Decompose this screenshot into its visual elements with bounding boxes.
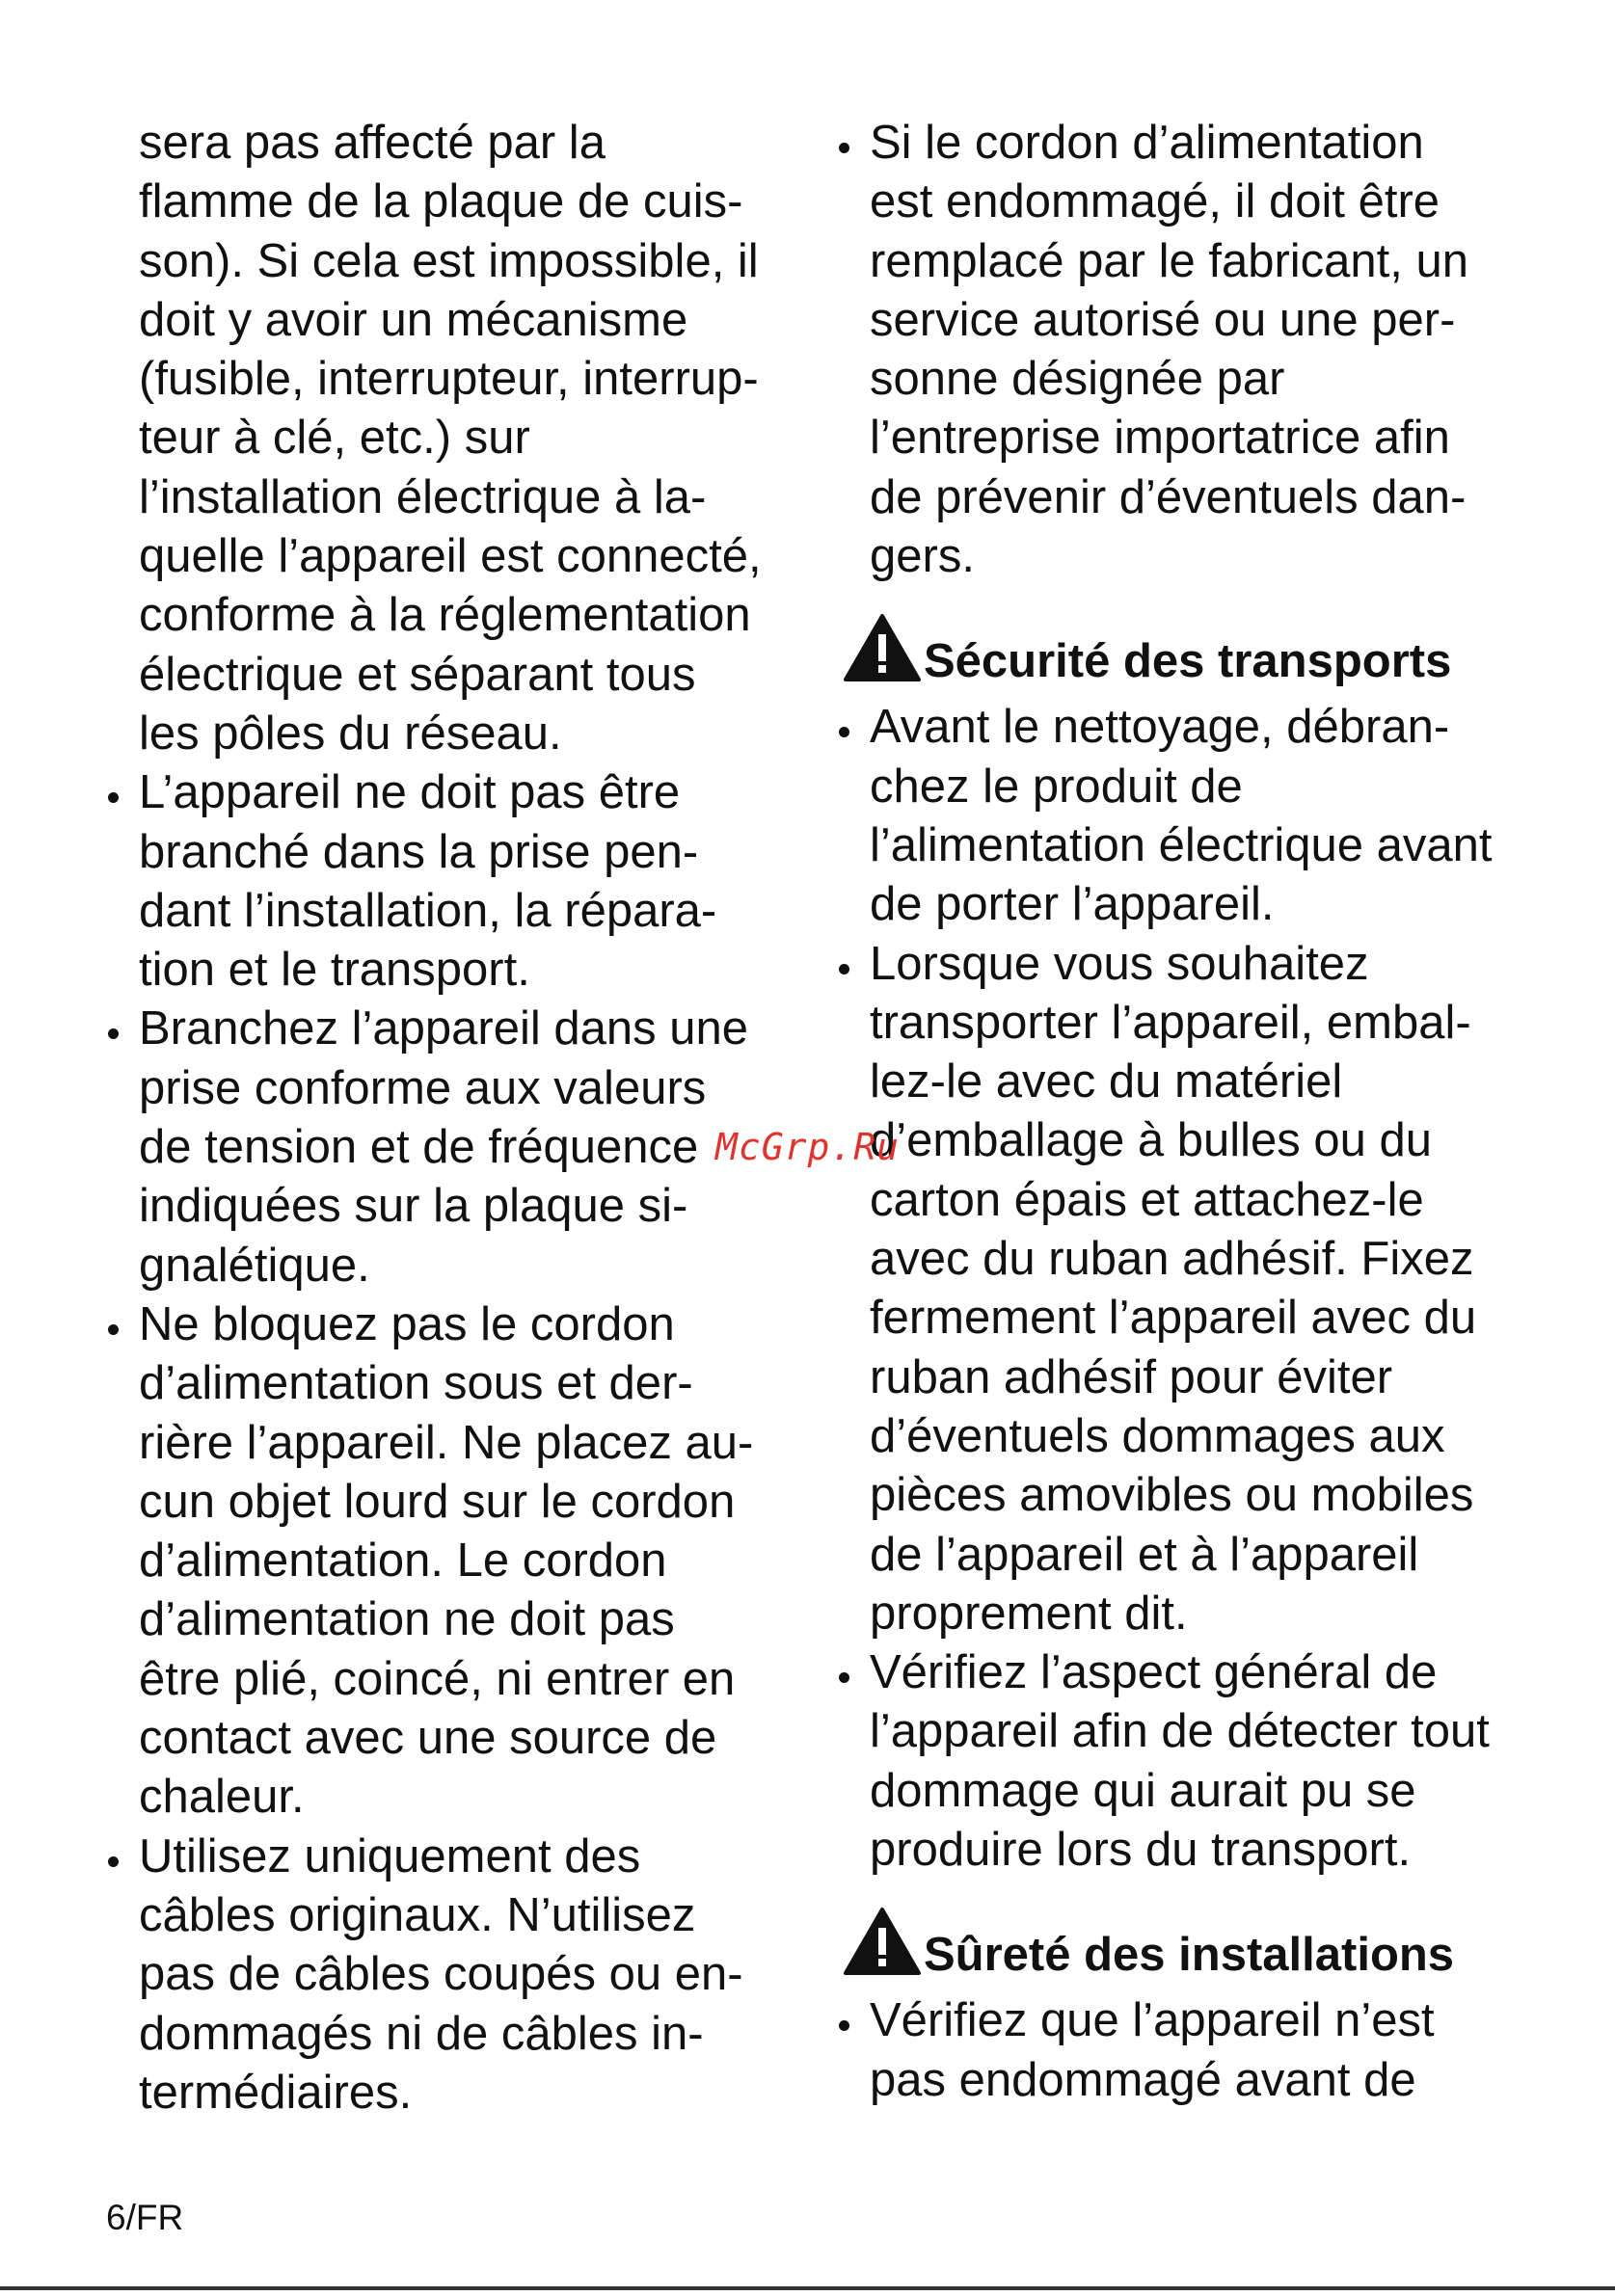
page-number: 6/FR (106, 2198, 184, 2237)
text-line: ruban adhésif pour éviter (870, 1350, 1393, 1403)
installation-section (837, 1991, 1531, 2110)
bullet-line: Vérifiez que l’appareil n’est (837, 1991, 1531, 2050)
text-line: prise conforme aux valeurs (139, 1061, 707, 1114)
warning-triangle-icon (843, 613, 922, 682)
text-line: (fusible, interrupteur, interrup- (139, 353, 759, 406)
text-line: d’emballage à bulles ou du (870, 1114, 1432, 1167)
text-line: gers. (870, 530, 975, 583)
bullet-line: L’appareil ne doit pas être (106, 763, 800, 822)
text-line: d’alimentation sous et der- (139, 1357, 693, 1410)
bullet-line: Si le cordon d’alimentation (837, 114, 1531, 173)
text-line: l’installation électrique à la- (139, 470, 707, 523)
right-column (837, 114, 1531, 2110)
text-line: fermement l’appareil avec du (870, 1292, 1477, 1345)
bullet-line: Ne bloquez pas le cordon (106, 1295, 800, 1354)
text-line: termédiaires. (139, 2066, 413, 2119)
text-line: teur à clé, etc.) sur (139, 412, 530, 465)
bullet-line: Vérifiez l’aspect général de (837, 1643, 1531, 1702)
bullet-line: Lorsque vous souhaitez (837, 935, 1531, 994)
text-line: dommage qui aurait pu se (870, 1764, 1416, 1817)
power-cord-section (837, 114, 1531, 586)
text-line: d’alimentation ne doit pas (139, 1593, 675, 1646)
text-line: de prévenir d’éventuels dan- (870, 470, 1467, 523)
text-line: conforme à la réglementation (139, 589, 751, 642)
text-line: doit y avoir un mécanisme (139, 293, 688, 346)
text-line: transporter l’appareil, embal- (870, 996, 1471, 1049)
text-line: cun objet lourd sur le cordon (139, 1475, 736, 1528)
text-line: les pôles du réseau. (139, 707, 562, 760)
text-line: câbles originaux. N’utilisez (139, 1888, 696, 1941)
text-line: pas de câbles coupés ou en- (139, 1948, 743, 2001)
text-line: chaleur. (139, 1771, 305, 1824)
text-line: gnalétique. (139, 1239, 370, 1292)
text-line: flamme de la plaque de cuis- (139, 175, 743, 228)
text-line: de tension et de fréquence (139, 1121, 699, 1174)
installation-safety-heading (837, 1907, 1531, 1984)
bullet-line: Utilisez uniquement des (106, 1828, 800, 1886)
installation-heading-text: Sûreté des installations (924, 1929, 1455, 1982)
text-line: d’éventuels dommages aux (870, 1409, 1445, 1462)
text-line: rière l’appareil. Ne placez au- (139, 1416, 754, 1469)
text-line: chez le produit de (870, 760, 1243, 813)
text-line: branché dans la prise pen- (139, 825, 699, 878)
text-line: de l’appareil et à l’appareil (870, 1528, 1419, 1581)
text-line: service autorisé ou une per- (870, 293, 1456, 346)
text-line: l’entreprise importatrice afin (870, 412, 1450, 465)
text-line: pas endommagé avant de (870, 2053, 1416, 2106)
warning-triangle-icon (843, 1907, 922, 1976)
bullet-line: Avant le nettoyage, débran- (837, 698, 1531, 757)
text-line: contact avec une source de (139, 1712, 717, 1765)
watermark: McGrp.Ru (715, 1126, 901, 1168)
left-column (106, 114, 800, 2122)
transport-heading-text: Sécurité des transports (924, 635, 1452, 688)
text-line: indiquées sur la plaque si- (139, 1180, 688, 1233)
text-line: l’alimentation électrique avant (870, 818, 1493, 871)
text-line: remplacé par le fabricant, un (870, 234, 1468, 287)
text-line: l’appareil afin de détecter tout (870, 1705, 1490, 1758)
text-line: quelle l’appareil est connecté, (139, 530, 762, 583)
transport-safety-heading (837, 613, 1531, 690)
text-line: d’alimentation. Le cordon (139, 1535, 667, 1588)
text-line: dommagés ni de câbles in- (139, 2007, 704, 2060)
text-line: son). Si cela est impossible, il (139, 234, 759, 287)
bullet-line: Branchez l’appareil dans une (106, 1000, 800, 1058)
text-line: électrique et séparant tous (139, 648, 696, 701)
text-line: proprement dit. (870, 1587, 1188, 1640)
text-line: lez-le avec du matériel (870, 1055, 1343, 1108)
text-line: dant l’installation, la répara- (139, 884, 717, 937)
text-line: carton épais et attachez-le (870, 1173, 1424, 1226)
transport-section (837, 698, 1531, 1880)
text-line: sonne désignée par (870, 353, 1285, 406)
bottom-rule (0, 2286, 1615, 2290)
text-line: est endommagé, il doit être (870, 175, 1440, 228)
text-line: de porter l’appareil. (870, 878, 1275, 931)
text-line: produire lors du transport. (870, 1824, 1412, 1877)
text-line: avec du ruban adhésif. Fixez (870, 1233, 1474, 1286)
text-line: tion et le transport. (139, 944, 530, 997)
text-line: pièces amovibles ou mobiles (870, 1469, 1474, 1522)
text-line: être plié, coincé, ni entrer en (139, 1652, 736, 1705)
text-line: sera pas affecté par la (139, 117, 606, 169)
